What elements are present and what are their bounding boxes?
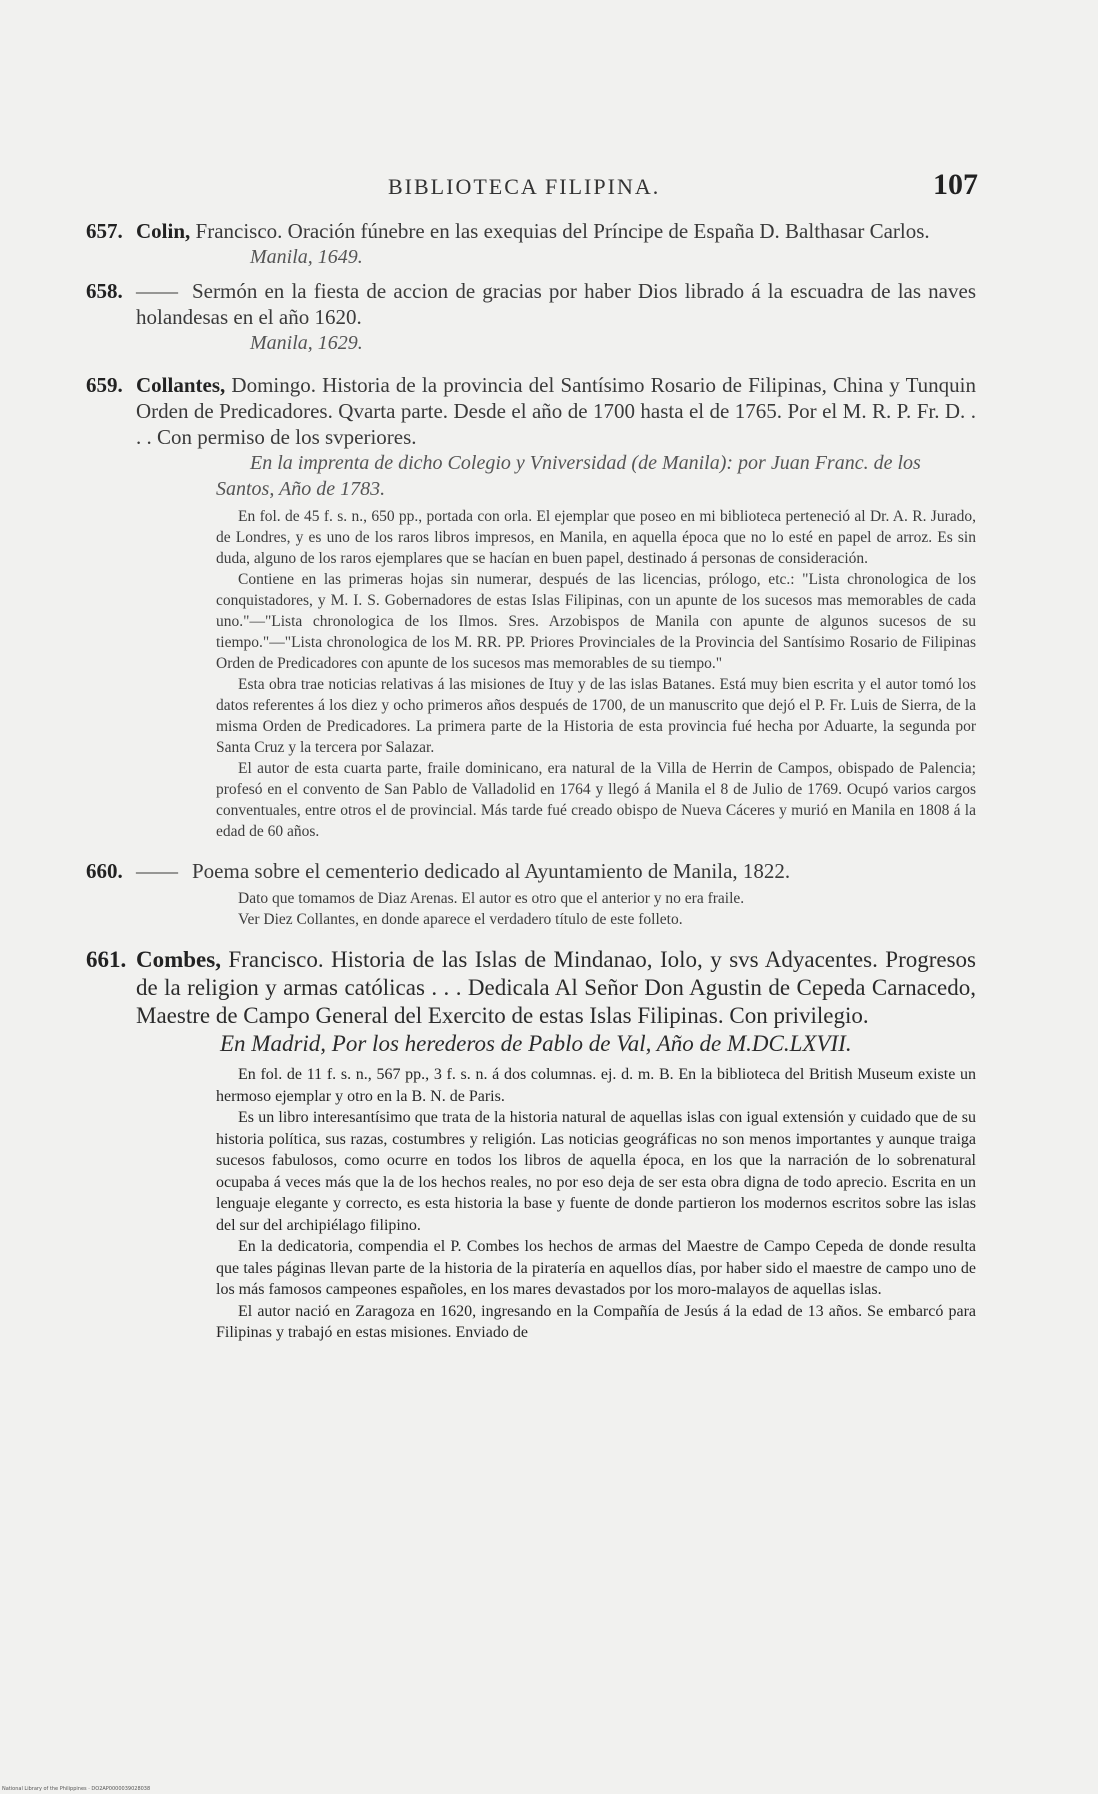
entry-imprint: Manila, 1629. bbox=[250, 332, 363, 354]
entry-note: Dato que tomamos de Diaz Arenas. El autor es otro que el anterior y no era fraile. bbox=[238, 890, 745, 907]
entry-heading bbox=[86, 372, 976, 450]
entry-note: El autor nació en Zaragoza en 1620, ingresando en la Compañía de Jesús á la edad de 13 años. Se embarcó para Filipinas y trabajó en estas misiones. Enviado de bbox=[216, 1302, 976, 1341]
ditto-dash: —— bbox=[136, 859, 178, 883]
entry-657 bbox=[86, 218, 976, 270]
page-header bbox=[388, 168, 978, 202]
entry-author: Combes, bbox=[136, 947, 221, 972]
entry-note: En fol. de 11 f. s. n., 567 pp., 3 f. s. n. á dos columnas. ej. d. m. B. En la biblioteca del British Museum existe un hermoso ejemplar y otro en la B. N. de Paris. bbox=[216, 1066, 976, 1105]
entry-note: Contiene en las primeras hojas sin numerar, después de las licencias, prólogo, etc.: "Lista chronologica de los conquistadores, y M. I. S. Gobernadores de estas Islas Filipinas, con un apunte de los sucesos mas memorables de cada uno."—"Lista chronologica de los Ilmos. Sres. Arzobispos de Manila con apunte de algunos sucesos de su tiempo."—"Lista chronologica de los M. RR. PP. Priores Provinciales de la Provincia del Santísimo Rosario de Filipinas Orden de Predicadores con apunte de los sucesos mas memorables de su tiempo." bbox=[216, 571, 976, 672]
entry-note: En fol. de 45 f. s. n., 650 pp., portada con orla. El ejemplar que poseo en mi biblioteca perteneció al Dr. A. R. Jurado, de Londres, y es uno de los raros libros impresos, en Manila, en aquella época que no lo esté en papel de arroz. Es sin duda, alguno de los raros ejemplares que se hacían en buen papel, destinado á personas de consideración. bbox=[216, 508, 976, 567]
entry-number: 657. bbox=[86, 219, 123, 243]
entry-title: Francisco. Oración fúnebre en las exequias del Príncipe de España D. Balthasar Carlos. bbox=[190, 219, 930, 243]
entry-number: 660. bbox=[86, 859, 123, 883]
bibliography-entries bbox=[86, 218, 976, 1352]
entry-note: Ver Diez Collantes, en donde aparece el verdadero título de este folleto. bbox=[238, 911, 683, 928]
entry-heading bbox=[86, 278, 976, 330]
entry-imprint: En la imprenta de dicho Colegio y Vniversidad (de Manila): por Juan Franc. de los Santos, Año de 1783. bbox=[216, 452, 921, 500]
page-number: 107 bbox=[933, 168, 978, 201]
entry-heading bbox=[86, 946, 976, 1030]
entry-658 bbox=[86, 278, 976, 356]
entry-note: En la dedicatoria, compendia el P. Combes los hechos de armas del Maestre de Campo Cepeda de donde resulta que tales páginas llevan parte de la historia de la piratería en aquellos días, por haber sido el maestre de campo uno de los más famosos campeones españoles, en los mares devastados por los moro-malayos de aquellas islas. bbox=[216, 1238, 976, 1298]
entry-661 bbox=[86, 946, 976, 1344]
entry-title: Francisco. Historia de las Islas de Mindanao, Iolo, y svs Adyacentes. Progresos de la religion y armas católicas . . . Dedicala Al Señor Don Agustin de Cepeda Carnacedo, Maestre de Campo General del Exercito de estas Islas Filipinas. Con privilegio. bbox=[136, 947, 976, 1028]
entry-heading bbox=[86, 858, 976, 884]
entry-author: Colin, bbox=[136, 219, 191, 243]
entry-659 bbox=[86, 372, 976, 842]
entry-number: 661. bbox=[86, 947, 127, 972]
entry-title: Sermón en la fiesta de accion de gracias por haber Dios librado á la escuadra de las naves holandesas en el año 1620. bbox=[136, 279, 976, 329]
ditto-dash: —— bbox=[136, 279, 178, 303]
entry-number: 659. bbox=[86, 373, 123, 397]
scan-footer-id: National Library of the Philippines · DO2AP0000039028038 bbox=[2, 1786, 151, 1792]
running-title: BIBLIOTECA FILIPINA. bbox=[388, 174, 661, 199]
entry-660 bbox=[86, 858, 976, 930]
entry-title: Poema sobre el cementerio dedicado al Ayuntamiento de Manila, 1822. bbox=[192, 859, 791, 883]
entry-number: 658. bbox=[86, 279, 123, 303]
entry-title: Domingo. Historia de la provincia del Santísimo Rosario de Filipinas, China y Tunquin Orden de Predicadores. Qvarta parte. Desde el año de 1700 hasta el de 1765. Por el M. R. P. Fr. D. . . . Con permiso de los svperiores. bbox=[136, 373, 976, 449]
entry-note: El autor de esta cuarta parte, fraile dominicano, era natural de la Villa de Herrin de Campos, obispado de Palencia; profesó en el convento de San Pablo de Valladolid en 1764 y llegó á Manila el 8 de Julio de 1769. Ocupó varios cargos conventuales, entre otros el de provincial. Más tarde fué creado obispo de Nueva Cáceres y murió en Manila en 1808 á la edad de 60 años. bbox=[216, 760, 976, 840]
entry-note: Es un libro interesantísimo que trata de la historia natural de aquellas islas con igual extensión y cuidado que de su historia política, sus razas, costumbres y religión. Las noticias geográficas no son menos importantes y aunque traiga sucesos fabulosos, como ocurre en todos los libros de aquella época, en los que la narración de lo sobrenatural ocupaba á veces más que la de los hechos reales, no por eso deja de ser esta obra digna de todo aprecio. Escrita en un lenguaje elegante y correcto, es esta historia la base y fuente de donde partieron los modernos escritos sobre las islas del sur del archipiélago filipino. bbox=[216, 1109, 976, 1234]
entry-imprint: En Madrid, Por los herederos de Pablo de Val, Año de M.DC.LXVII. bbox=[220, 1031, 852, 1056]
entry-imprint: Manila, 1649. bbox=[250, 246, 363, 268]
entry-author: Collantes, bbox=[136, 373, 226, 397]
entry-note: Esta obra trae noticias relativas á las misiones de Ituy y de las islas Batanes. Está muy bien escrita y el autor tomó los datos referentes á los diez y ocho primeros años después de 1700, de un manuscrito que dejó el P. Fr. Luis de Sierra, de la misma Orden de Predicadores. La primera parte de la Historia de esta provincia fué hecha por Aduarte, la segunda por Santa Cruz y la tercera por Salazar. bbox=[216, 676, 976, 756]
entry-heading bbox=[86, 218, 976, 244]
